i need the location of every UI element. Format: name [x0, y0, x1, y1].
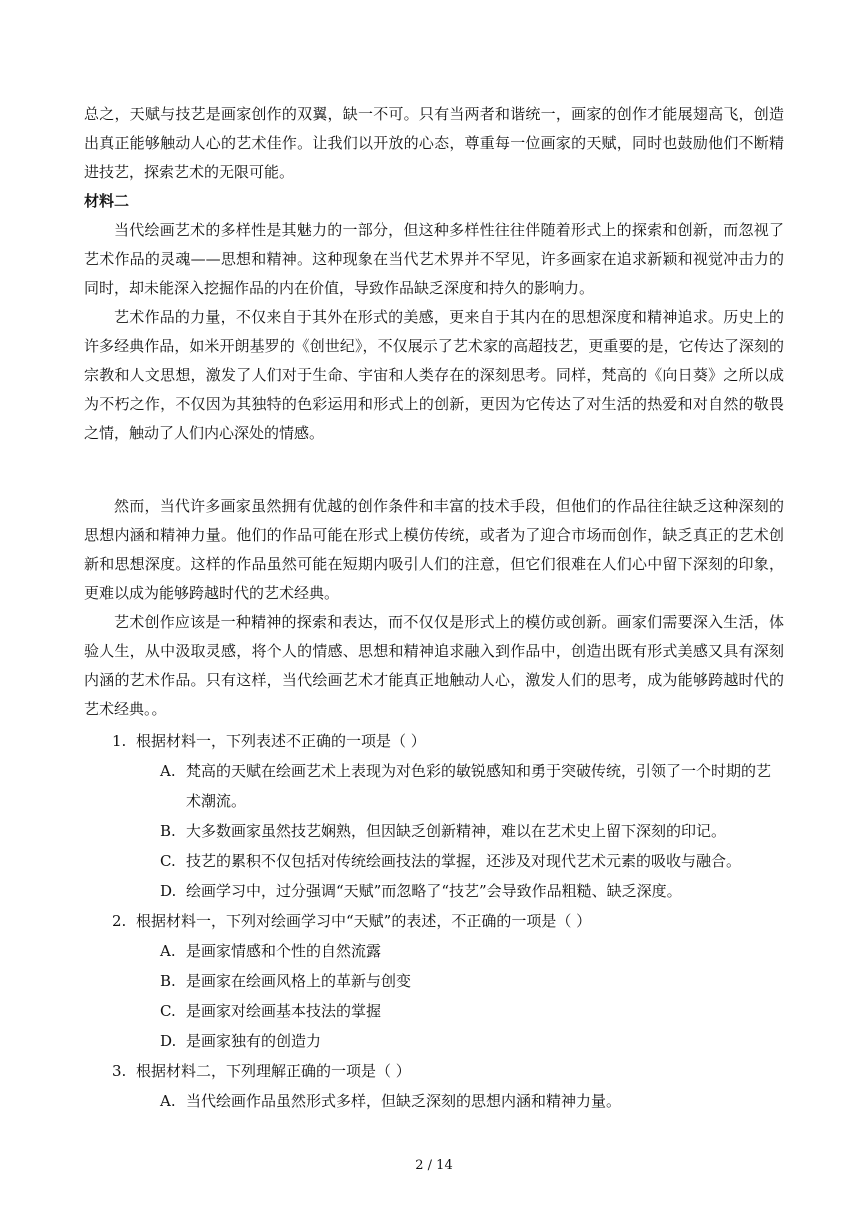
option-letter: B. [160, 972, 176, 990]
option-text: 是画家对绘画基本技法的掌握 [186, 1002, 382, 1020]
option-text: 技艺的累积不仅包括对传统绘画技法的掌握，还涉及对现代艺术元素的吸收与融合。 [186, 852, 742, 870]
question-stem [84, 906, 784, 936]
option-letter: A. [160, 1092, 176, 1110]
option-b [84, 966, 784, 996]
option-d [84, 1026, 784, 1056]
option-c [84, 846, 784, 876]
option-a [84, 936, 784, 966]
question-stem [84, 1056, 784, 1086]
option-letter: A. [160, 762, 176, 780]
option-a [84, 1086, 784, 1116]
blank-line [84, 448, 784, 492]
option-text: 绘画学习中，过分强调“天赋”而忽略了“技艺”会导致作品粗糙、缺乏深度。 [186, 882, 682, 900]
option-letter: B. [160, 822, 176, 840]
question-2 [84, 906, 784, 1056]
option-letter: A. [160, 942, 176, 960]
question-text: 根据材料一，下列表述不正确的一项是（ ） [136, 732, 426, 750]
option-text: 大多数画家虽然技艺娴熟，但因缺乏创新精神，难以在艺术史上留下深刻的印记。 [186, 822, 727, 840]
question-text: 根据材料二，下列理解正确的一项是（ ） [136, 1062, 411, 1080]
option-a [84, 756, 784, 816]
question-number: 2. [112, 912, 127, 930]
question-number: 3. [112, 1062, 127, 1080]
option-letter: C. [160, 1002, 176, 1020]
option-letter: C. [160, 852, 176, 870]
option-text: 当代绘画作品虽然形式多样，但缺乏深刻的思想内涵和精神力量。 [186, 1092, 622, 1110]
option-letter: D. [160, 882, 177, 900]
paragraph: 然而，当代许多画家虽然拥有优越的创作条件和丰富的技术手段，但他们的作品往往缺乏这种深刻的思想内涵和精神力量。他们的作品可能在形式上模仿传统，或者为了迎合市场而创作，缺乏真正的艺术创新和思想深度。这样的作品虽然可能在短期内吸引人们的注意，但它们很难在人们心中留下深刻的印象，更难以成为能够跨越时代的艺术经典。 [84, 497, 784, 602]
page-number: 2 / 14 [415, 1158, 453, 1173]
option-c [84, 996, 784, 1026]
option-text: 是画家在绘画风格上的革新与创变 [186, 972, 412, 990]
option-text: 是画家独有的创造力 [186, 1032, 322, 1050]
paragraph: 艺术创作应该是一种精神的探索和表达，而不仅仅是形式上的模仿或创新。画家们需要深入生活，体验人生，从中汲取灵感，将个人的情感、思想和精神追求融入到作品中，创造出既有形式美感又具有深刻内涵的艺术作品。只有这样，当代绘画艺术才能真正地触动人心，激发人们的思考，成为能够跨越时代的艺术经典。。 [84, 613, 784, 718]
paragraph: 艺术作品的力量，不仅来自于其外在形式的美感，更来自于其内在的思想深度和精神追求。历史上的许多经典作品，如米开朗基罗的《创世纪》，不仅展示了艺术家的高超技艺，更重要的是，它传达了深刻的宗教和人文思想，激发了人们对于生命、宇宙和人类存在的深刻思考。同样，梵高的《向日葵》之所以成为不朽之作，不仅因为其独特的色彩运用和形式上的创新，更因为它传达了对生活的热爱和对自然的敬畏之情，触动了人们内心深处的情感。 [84, 308, 784, 442]
question-3 [84, 1056, 784, 1116]
paragraph: 当代绘画艺术的多样性是其魅力的一部分，但这种多样性往往伴随着形式上的探索和创新，而忽视了艺术作品的灵魂——思想和精神。这种现象在当代艺术界并不罕见，许多画家在追求新颖和视觉冲击力的同时，却未能深入挖掘作品的内在价值，导致作品缺乏深度和持久的影响力。 [84, 221, 784, 297]
question-number: 1. [112, 732, 127, 750]
material-two-heading: 材料二 [84, 192, 130, 210]
option-text: 梵高的天赋在绘画艺术上表现为对色彩的敏锐感知和勇于突破传统，引领了一个时期的艺术潮流。 [186, 762, 772, 810]
option-letter: D. [160, 1032, 177, 1050]
option-b [84, 816, 784, 846]
option-d [84, 876, 784, 906]
question-stem [84, 726, 784, 756]
intro-paragraph: 总之，天赋与技艺是画家创作的双翼，缺一不可。只有当两者和谐统一，画家的创作才能展翅高飞，创造出真正能够触动人心的艺术佳作。让我们以开放的心态，尊重每一位画家的天赋，同时也鼓励他们不断精进技艺，探索艺术的无限可能。 [84, 105, 784, 181]
document-body [84, 100, 784, 1116]
question-1 [84, 726, 784, 906]
question-text: 根据材料一，下列对绘画学习中“天赋”的表述，不正确的一项是（ ） [136, 912, 592, 930]
option-text: 是画家情感和个性的自然流露 [186, 942, 382, 960]
